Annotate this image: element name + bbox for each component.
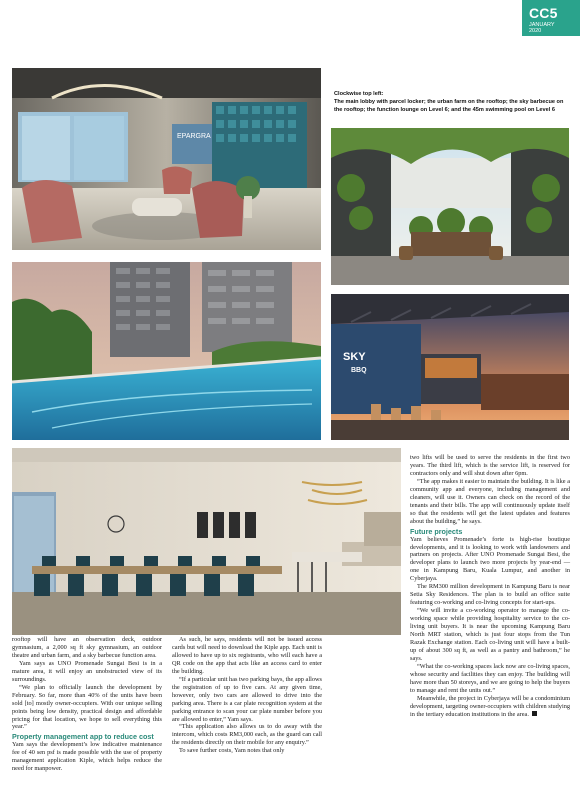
- col3-paragraph-6: “What the co-working spaces lack now are co-living spaces, whose security and facilities they can enjoy. The building will have more than 50 storeys, and we are going to help the buyers to manage and rent the units out.”: [410, 662, 570, 694]
- section-label: CC5: [529, 5, 558, 21]
- section-tag: [522, 0, 580, 36]
- col3-paragraph-2: “The app makes it easier to maintain the building. It is like a community app and everyone, including management and cleaners, will use it. Owners can check on the record of the tenants and their bills. The app will continuously update itself so that the residents will get the latest updates and features about the building,” he says.: [410, 477, 570, 525]
- article-column-2: [172, 636, 322, 755]
- caption-title: Clockwise top left:: [334, 91, 384, 97]
- swimming-pool-photo: [12, 262, 321, 440]
- col3-paragraph-1: two lifts will be used to serve the residents in the first two years. The third lift, which is the service lift, is reserved for contractors only and will shut down after 6pm.: [410, 454, 570, 477]
- col1-paragraph-4: Yam says the development’s low indicative maintenance fee of 40 sen psf is made possible with the use of property management application Kiple, which helps reduce the need for manpower.: [12, 741, 162, 773]
- issue-date: [529, 22, 555, 34]
- lobby-photo: [12, 68, 321, 250]
- bbq-sign-sky: SKY: [343, 351, 366, 363]
- subheading-future-projects: Future projects: [410, 526, 463, 536]
- urban-farm-photo: [331, 128, 569, 285]
- article-column-1: [12, 636, 162, 773]
- photo-caption: [334, 90, 572, 114]
- caption-text: The main lobby with parcel locker; the urban farm on the rooftop; the sky barbecue on the rooftop; the function lounge on Level 6; and the 45m swimming pool on Level 6: [334, 99, 564, 113]
- col3-paragraph-5: “We will invite a co-working operator to manage the co-working space while providing hospitality service to the co-living unit buyers. It is near the upcoming Kampung Baru North MRT station, which is just four stops from the Tun Razak Exchange station. Each co-living unit will have a built-up of about 300 sq ft, as well as a pantry and bathroom,” he says.: [410, 607, 570, 662]
- col1-paragraph-1: rooftop will have an observation deck, outdoor gymnasium, a 2,000 sq ft sky gymnasium, an outdoor theatre and urban farm, and a sky barbecue function area.: [12, 636, 162, 659]
- col3-paragraph-7-text: Meanwhile, the project in Cyberjaya will be a condominium development, targeting owner-occupiers with children studying in the tertiary education institutions in the area.: [410, 694, 570, 718]
- col2-paragraph-3: “This application also allows us to do away with the intercom, which costs RM3,000 each, as the guard can call the residents directly on their mobile for any enquiry.”: [172, 723, 322, 747]
- col2-paragraph-1: As such, he says, residents will not be issued access cards but will need to download the Kiple app. Each unit is allowed to have up to six registrants, who will each have a QR code on the app that acts like an access card to enter the building.: [172, 636, 322, 675]
- col3-paragraph-3: Yam believes Promenade’s forte is high-rise boutique developments, and it is looking to work with landowners and partners on projects. After UNO Promenade Sungai Besi, the developer plans to launch two more projects by year-end — one in Kampung Baru, Kuala Lumpur, and another in Cyberjaya.: [410, 535, 570, 583]
- col1-paragraph-3: “We plan to officially launch the development by February. So far, more than 40% of the units have been sold [to] mostly owner-occupiers. With our unique selling points being low density, practical design and affordable pricing for that location, we hope to sell everything this year.”: [12, 683, 162, 731]
- lobby-sign: EPARGRA: [177, 133, 211, 140]
- issue-date-line1: JANUARY: [529, 22, 555, 28]
- bbq-sign-bbq: BBQ: [351, 367, 367, 374]
- col3-paragraph-4: The RM300 million development in Kampung Baru is near Setia Sky Residences. The plan is to build an office suite featuring co-working and co-living concepts for start-ups.: [410, 583, 570, 607]
- col2-paragraph-2: “If a particular unit has two parking bays, the app allows the registration of up to five cars. At any given time, however, only two cars are allowed to drive into the parking area. There is a car plate recognition system at the parking entrance to scan your car plate number before you are allowed to enter,” Yam says.: [172, 675, 322, 723]
- subheading-property-management-app: Property management app to reduce cost: [12, 732, 154, 742]
- col3-paragraph-7: [410, 695, 570, 719]
- article-column-3: [410, 454, 570, 719]
- sky-bbq-photo: [331, 294, 569, 440]
- col1-paragraph-2: Yam says as UNO Promenade Sungai Besi is in a mature area, it will enjoy an unobstructed view of its surroundings.: [12, 659, 162, 683]
- end-of-article-icon: [532, 711, 537, 716]
- issue-date-line2: 2020: [529, 28, 542, 34]
- function-lounge-photo: [12, 448, 401, 635]
- col2-paragraph-4: To save further costs, Yam notes that only: [179, 747, 285, 755]
